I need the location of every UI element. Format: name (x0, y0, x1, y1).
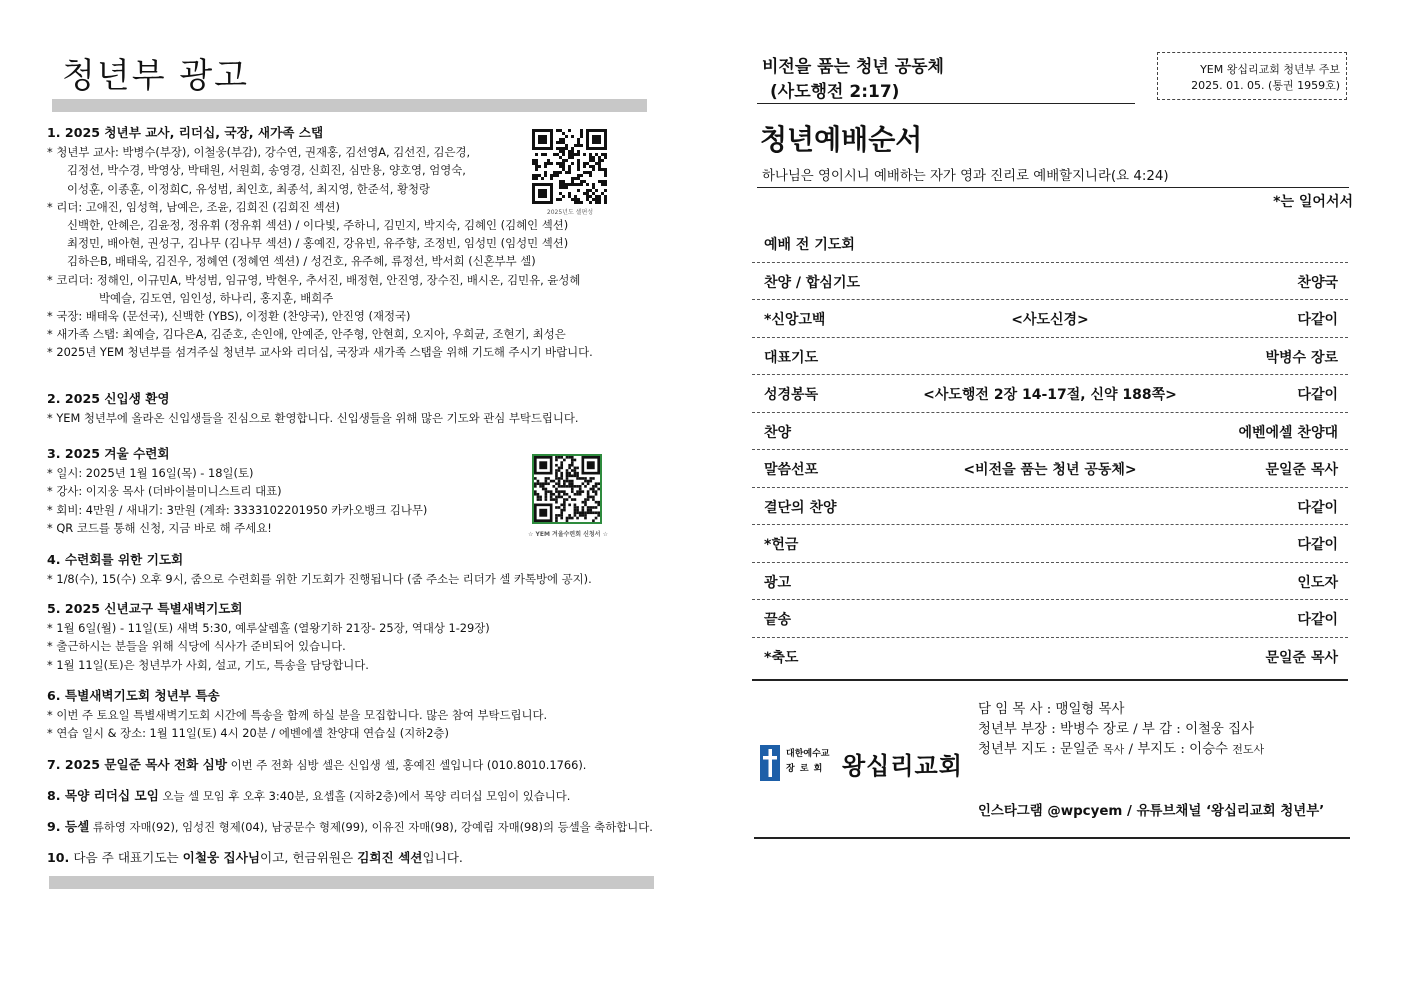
section-9-heading: 9. 등셀 (47, 819, 90, 834)
worship-order-row (752, 563, 1348, 601)
worship-order-row (752, 638, 1348, 682)
worship-order-row (752, 450, 1348, 488)
section-8-body: 오늘 셀 모임 후 오후 3:40분, 요셉홀 (지하2층)에서 목양 리더십 모임이 있습니다. (158, 789, 571, 803)
qr-caption-cells: 2025년도 셀편성 (546, 209, 594, 216)
section-10-text: 이고, 헌금위원은 (260, 850, 358, 865)
worship-order-right: 문일준 목사 (1265, 462, 1338, 478)
section-7 (47, 754, 586, 773)
logo-church-name: 왕십리교회 (842, 751, 963, 780)
section-5-line: * 1월 11일(토)은 청년부가 사회, 설교, 기도, 특송을 담당합니다. (47, 657, 369, 672)
section-1-line: 최정민, 배아현, 권성구, 김나무 (김나무 섹션) / 홍예진, 강유빈, 유주향, 조정빈, 임성민 (임성민 섹션) (67, 236, 569, 251)
section-10-number: 10. (47, 850, 70, 865)
staff-guidance (978, 740, 1264, 760)
left-page (0, 0, 700, 992)
section-1-line: * 리더: 고애진, 임성혁, 남예은, 조윤, 김희진 (김희진 섹션) (47, 199, 340, 214)
section-7-heading: 7. 2025 문일준 목사 전화 심방 (47, 757, 228, 772)
title-bar (52, 99, 647, 112)
staff-list (978, 700, 1264, 760)
ads-title: 청년부 광고 (62, 56, 250, 96)
worship-order-row (752, 263, 1348, 301)
section-10 (47, 847, 463, 866)
worship-order-row (752, 375, 1348, 413)
qr-code-image (532, 129, 607, 204)
qr-caption-retreat: ☆ YEM 겨울수련회 신청서 ☆ (528, 531, 608, 538)
worship-order-right: 다같이 (1297, 387, 1338, 403)
section-8-heading: 8. 목양 리더십 모임 (47, 788, 159, 803)
vision-reference: (사도행전 2:17) (770, 82, 900, 102)
section-8 (47, 785, 570, 804)
section-1-line: 신백한, 안혜은, 김윤정, 정유휘 (정유휘 섹션) / 이다빛, 주하니, 김민지, 박지숙, 김혜인 (김혜인 섹션) (67, 218, 569, 233)
stand-note: *는 일어서서 (1273, 194, 1353, 210)
staff-guidance-title: 목사 (1103, 743, 1125, 756)
vision-line: 비전을 품는 청년 공동체 (762, 57, 944, 77)
staff-senior-pastor: 담 임 목 사 : 맹일형 목사 (978, 702, 1125, 717)
bulletin-date: 2025. 01. 05. (통권 1959호) (1191, 79, 1340, 92)
worship-order-right: 찬양국 (1297, 274, 1338, 291)
social-media: 인스타그램 @wpcyem / 유튜브채널 ‘왕십리교회 청년부’ (978, 804, 1325, 819)
vision-heading (762, 55, 944, 105)
vision-underline (757, 103, 1135, 104)
section-10-text: 입니다. (422, 850, 463, 865)
worship-order-left: *축도 (764, 649, 799, 666)
staff-guidance-title: 전도사 (1232, 743, 1265, 756)
worship-order-left: 성경봉독 (764, 387, 819, 403)
worship-order-row (752, 413, 1348, 451)
worship-order-title: 청년예배순서 (760, 123, 923, 156)
logo-denomination: 대한예수교 (786, 749, 830, 759)
staff-guidance-text: 청년부 지도 : 문일준 (978, 742, 1104, 757)
worship-order-left: 찬양 (764, 424, 792, 441)
section-5-line: * 1월 6일(월) - 11일(토) 새벽 5:30, 예루살렘홀 (열왕기하 21장- 25장, 역대상 1-29장) (47, 621, 490, 636)
worship-order-row (752, 525, 1348, 563)
section-1-line: * 새가족 스탭: 최예슬, 김다은A, 김준호, 손인애, 안예준, 안주형, 안현희, 오지아, 우희균, 조현기, 최성은 (47, 327, 566, 342)
worship-order-row (752, 488, 1348, 526)
bulletin-name: YEM 왕십리교회 청년부 주보 (1200, 63, 1340, 76)
church-logo (760, 745, 963, 783)
staff-director: 청년부 부장 : 박병수 장로 / 부 감 : 이철웅 집사 (978, 722, 1254, 737)
worship-order-left: 대표기도 (764, 349, 819, 366)
cross-icon (760, 745, 780, 781)
logo-presbyterian: 장 로 회 (786, 764, 824, 774)
qr-code-retreat[interactable] (534, 456, 600, 522)
section-4-heading: 4. 수련회를 위한 기도회 (47, 552, 184, 567)
worship-order-left: 찬양 / 합심기도 (764, 274, 861, 291)
section-6-line: * 이번 주 토요일 특별새벽기도회 시간에 특송을 함께 하실 분을 모집합니다. 많은 참여 부탁드립니다. (47, 708, 548, 723)
section-2-heading: 2. 2025 신입생 환영 (47, 391, 170, 406)
worship-order-right: 문일준 목사 (1265, 649, 1338, 666)
worship-order-center: <비전을 품는 청년 공동체> (963, 462, 1137, 478)
worship-order-row (752, 338, 1348, 376)
section-3-line: * 강사: 이지웅 목사 (더바이블미니스트리 대표) (47, 484, 282, 499)
worship-order-left: *신앙고백 (764, 312, 826, 328)
section-1-line: * 국장: 배태욱 (문선국), 신백한 (YBS), 이정환 (찬양국), 안진영 (재정국) (47, 309, 411, 324)
section-4-line: * 1/8(수), 15(수) 오후 9시, 줌으로 수련회를 위한 기도회가 진행됩니다 (줌 주소는 리더가 셀 카톡방에 공지). (47, 572, 592, 587)
section-1-line: 김정선, 박수경, 박영상, 박태원, 서원희, 송영경, 신희진, 심만용, 양호영, 엄영숙, (67, 163, 466, 178)
section-10-prayer-person: 이철웅 집사님 (182, 850, 261, 865)
section-6 (47, 687, 657, 743)
worship-order-right: 박병수 장로 (1265, 349, 1338, 366)
section-4 (47, 551, 657, 588)
worship-order-row (752, 600, 1348, 638)
section-2 (47, 390, 657, 427)
section-2-line: * YEM 청년부에 올라온 신입생들을 진심으로 환영합니다. 신입생들을 위해 많은 기도와 관심 부탁드립니다. (47, 411, 579, 426)
section-10-text: 다음 주 대표기도는 (69, 850, 183, 865)
section-1-line: 이성훈, 이종훈, 이정희C, 유성범, 최인호, 최종석, 최지영, 한준석, 황청랑 (67, 181, 430, 196)
section-1-line: * 청년부 교사: 박병수(부장), 이철웅(부감), 강수연, 권재홍, 김선영A, 김선진, 김은경, (47, 145, 471, 160)
section-9-body: 류하영 자매(92), 임성진 형제(04), 남궁문수 형제(99), 이유진 자매(98), 강예림 자매(98)의 등셀을 축하합니다. (89, 820, 653, 834)
section-6-line: * 연습 일시 & 장소: 1월 11일(토) 4시 20분 / 에벤에셀 찬양대 연습실 (지하2층) (47, 726, 449, 741)
section-3-line: * 회비: 4만원 / 새내기: 3만원 (계좌: 3333102201950 카카오뱅크 김나무) (47, 502, 428, 517)
worship-order-right: 다같이 (1297, 499, 1338, 516)
theme-verse: 하나님은 영이시니 예배하는 자가 영과 진리로 예배할지니라(요 4:24) (762, 169, 1169, 184)
qr-code-cells[interactable] (532, 129, 607, 204)
section-5-line: * 출근하시는 분들을 위해 식당에 식사가 준비되어 있습니다. (47, 639, 346, 654)
section-5-heading: 5. 2025 신년교구 특별새벽기도회 (47, 601, 243, 616)
worship-order-center: <사도신경> (1011, 312, 1089, 328)
qr-code-image (534, 456, 600, 522)
bottom-bar (49, 876, 654, 889)
bottom-rule (754, 837, 1350, 839)
section-9 (47, 816, 653, 835)
staff-guidance-text: / 부지도 : 이승수 (1124, 742, 1233, 757)
section-1-heading: 1. 2025 청년부 교사, 리더십, 국장, 새가족 스탭 (47, 125, 324, 140)
section-1-line: 박예슬, 김도연, 임인성, 하나리, 홍지훈, 배희주 (99, 290, 334, 305)
worship-order-left: 예배 전 기도회 (764, 237, 855, 253)
worship-order-right: 에벤에셀 찬양대 (1238, 424, 1338, 441)
worship-order-center: <사도행전 2장 14-17절, 신약 188쪽> (923, 387, 1177, 403)
verse-underline (757, 187, 1349, 188)
section-3-line: * QR 코드를 통해 신청, 지금 바로 해 주세요! (47, 520, 272, 535)
section-7-body: 이번 주 전화 심방 셀은 신입생 셀, 홍예진 셀입니다 (010.8010.1766). (227, 758, 587, 772)
section-6-heading: 6. 특별새벽기도회 청년부 특송 (47, 688, 220, 703)
section-3-heading: 3. 2025 겨울 수련회 (47, 446, 170, 461)
worship-order-row (752, 225, 1348, 263)
worship-order-right: 인도자 (1297, 574, 1338, 591)
section-1-line: * 2025년 YEM 청년부를 섬겨주실 청년부 교사와 리더십, 국장과 새가족 스탭을 위해 기도해 주시기 바랍니다. (47, 345, 593, 360)
worship-order-left: 끝송 (764, 612, 792, 628)
section-5 (47, 600, 657, 674)
worship-order-right: 다같이 (1297, 537, 1338, 553)
worship-order-left: 말씀선포 (764, 462, 819, 478)
section-1-line: * 코리더: 정해인, 이규민A, 박성범, 임규영, 박현우, 추서진, 배정현, 안진영, 장수진, 배시온, 김민유, 윤성혜 (47, 272, 581, 287)
section-1-line: 김하은B, 배태욱, 김진우, 정혜연 (정혜연 섹션) / 성건호, 유주혜, 류정선, 박서희 (신혼부부 셀) (67, 254, 536, 269)
worship-order-right: 다같이 (1297, 312, 1338, 328)
worship-order-row (752, 300, 1348, 338)
worship-order-left: 광고 (764, 574, 792, 591)
section-10-offering-group: 김희진 섹션 (357, 850, 423, 865)
worship-order-left: 결단의 찬양 (764, 499, 837, 516)
worship-order-left: *헌금 (764, 537, 799, 553)
bulletin-info-box (1157, 52, 1347, 100)
section-3-line: * 일시: 2025년 1월 16일(목) - 18일(토) (47, 466, 254, 481)
worship-order-right: 다같이 (1297, 612, 1338, 628)
